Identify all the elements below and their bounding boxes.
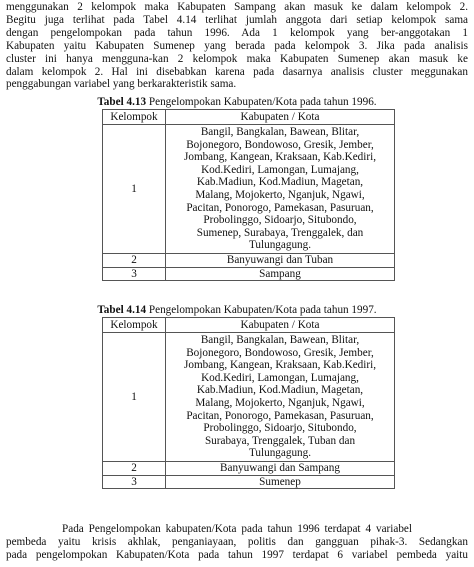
member-line: Probolinggo, Sidoarjo, Situbondo, xyxy=(203,422,357,435)
caption-text: Pengelompokan Kabupaten/Kota pada tahun 1996. xyxy=(146,96,377,108)
column-header: Kabupaten / Kota xyxy=(166,110,395,125)
member-line: Bangil, Bangkalan, Bawean, Blitar, xyxy=(200,126,360,138)
member-line: Malang, Mojokerto, Nganjuk, Ngawi, xyxy=(195,396,365,409)
member-line: Tulungagung. xyxy=(248,239,312,252)
table-row xyxy=(103,475,395,489)
members-cell: Sampang xyxy=(166,267,395,281)
table-row xyxy=(103,253,395,267)
member-line: Sumenep, Surabaya, Trenggalek, dan xyxy=(196,226,364,239)
paragraph-line: Pada Pengelompokan kabupaten/Kota pada tahun 1996 terdapat 4 variabel xyxy=(62,523,412,535)
caption-number: Tabel 4.13 xyxy=(97,96,147,108)
caption-text: Pengelompokan Kabupaten/Kota pada tahun 1997. xyxy=(146,304,377,316)
member-line: Kod.Kediri, Lamongan, Lumajang, xyxy=(201,163,359,176)
group-cell: 1 xyxy=(103,333,166,462)
member-line: Tulungagung. xyxy=(248,447,312,460)
paragraph-line: menggunakan 2 kelompok maka Kabupaten Sampang akan masuk ke dalam kelompok 2. xyxy=(6,1,468,13)
paragraph-line: Kabupaten yaitu Kabupaten Sumenep yang berada pada kelompok 3. Jika pada analisis xyxy=(6,39,468,52)
member-line: Surabaya, Trenggalek, Tuban dan xyxy=(204,434,356,447)
member-line: Bangil, Bangkalan, Bawean, Blitar, xyxy=(200,334,360,346)
group-cell: 3 xyxy=(103,267,166,281)
member-line: Kab.Madiun, Kod.Madiun, Magetan, xyxy=(196,384,364,397)
column-header: Kabupaten / Kota xyxy=(166,318,395,333)
member-line: Malang, Mojokerto, Nganjuk, Ngawi, xyxy=(195,188,365,201)
table-row xyxy=(103,333,395,462)
table-row xyxy=(103,125,395,254)
members-cell xyxy=(166,125,395,254)
member-line: Jombang, Kangean, Kraksaan, Kab.Kediri, xyxy=(184,151,376,164)
caption-number: Tabel 4.14 xyxy=(97,304,147,316)
paragraph-line: pada pengelompokan Kabupaten/Kota pada tahun 1997 terdapat 6 variabel pembeda yaitu xyxy=(6,548,468,561)
paragraph-line: Begitu juga terlihat pada Tabel 4.14 terlihat jumlah anggota dari setiap kelompok sama xyxy=(6,13,468,26)
member-line: Bojonegoro, Bondowoso, Gresik, Jember, xyxy=(186,346,374,359)
column-header: Kelompok xyxy=(103,110,166,125)
member-line: Jombang, Kangean, Kraksaan, Kab.Kediri, xyxy=(184,359,376,372)
group-cell: 1 xyxy=(103,125,166,254)
member-line: Bojonegoro, Bondowoso, Gresik, Jember, xyxy=(186,138,374,151)
column-header: Kelompok xyxy=(103,318,166,333)
group-cell: 2 xyxy=(103,253,166,267)
members-cell: Banyuwangi dan Sampang xyxy=(166,461,395,475)
members-cell: Sumenep xyxy=(166,475,395,489)
paragraph-line: dalam kelompok 2. Hal ini disebabkan karena pada dasarnya analisis cluster meggunakan xyxy=(6,65,468,78)
member-line: Pacitan, Ponorogo, Pamekasan, Pasuruan, xyxy=(186,201,374,214)
group-cell: 2 xyxy=(103,461,166,475)
paragraph-line: pembeda yaitu krisis akhlak, penganiayaan, politis dan gangguan pihak-3. Sedangkan xyxy=(6,535,468,548)
table-row xyxy=(103,461,395,475)
group-cell: 3 xyxy=(103,475,166,489)
members-cell xyxy=(166,333,395,462)
paragraph-line: penggabungan variabel yang berkarakteristik sama. xyxy=(6,78,237,91)
table-4-14 xyxy=(102,317,395,489)
table-4-13 xyxy=(102,109,395,281)
members-cell: Banyuwangi dan Tuban xyxy=(166,253,395,267)
table-caption-4-13 xyxy=(0,96,474,108)
top-paragraph xyxy=(6,1,468,91)
paragraph-line: cluster ini hanya mengguna-kan 2 kelompok maka Kabupaten Sumenep akan masuk ke xyxy=(6,52,468,65)
table-row xyxy=(103,267,395,281)
table-header-row xyxy=(103,110,395,125)
table-caption-4-14 xyxy=(0,304,474,316)
bottom-paragraph xyxy=(6,523,468,562)
member-line: Pacitan, Ponorogo, Pamekasan, Pasuruan, xyxy=(186,409,374,422)
member-line: Probolinggo, Sidoarjo, Situbondo, xyxy=(203,214,357,227)
paragraph-line: dengan pengelompokan pada tahun 1996. Ada 1 kelompok yang ber-anggotakan 1 xyxy=(6,26,468,39)
member-line: Kab.Madiun, Kod.Madiun, Magetan, xyxy=(196,176,364,189)
table-header-row xyxy=(103,318,395,333)
member-line: Kod.Kediri, Lamongan, Lumajang, xyxy=(201,371,359,384)
